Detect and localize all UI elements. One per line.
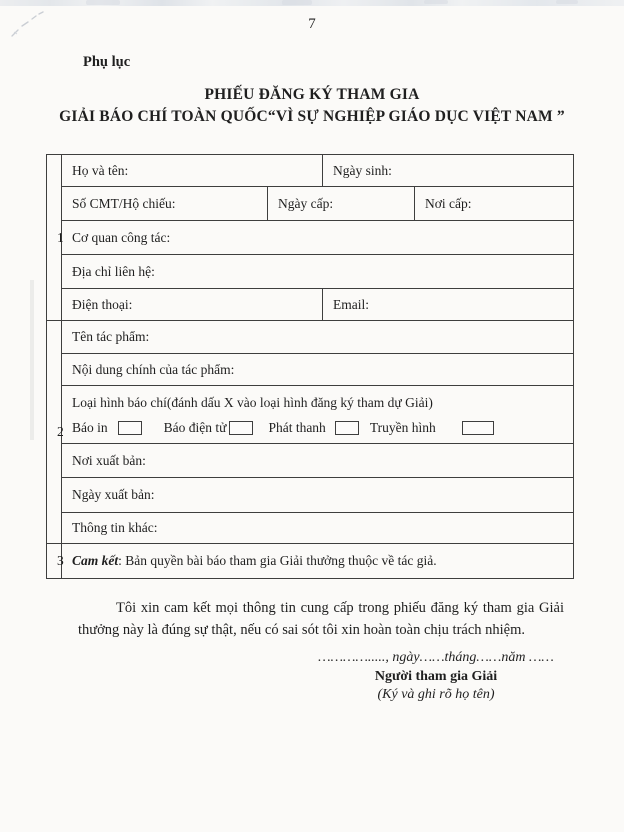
scan-smudge <box>282 0 312 5</box>
issue-place-field[interactable]: Nơi cấp: <box>415 187 574 221</box>
table-row <box>47 187 574 221</box>
email-field[interactable]: Email: <box>323 289 574 321</box>
form-title <box>0 84 624 128</box>
form-title-line1: PHIẾU ĐĂNG KÝ THAM GIA <box>204 86 420 103</box>
form-title-line2: GIẢI BÁO CHÍ TOÀN QUỐC“VÌ SỰ NGHIỆP GIÁO DỤC VIỆT NAM ” <box>59 108 565 125</box>
signature-block <box>300 649 572 704</box>
commitment-cell <box>62 544 574 579</box>
phat-thanh-checkbox[interactable] <box>335 421 359 435</box>
work-title-field[interactable]: Tên tác phẩm: <box>62 321 574 354</box>
section1-number: 1 <box>47 155 62 321</box>
commitment-label: Cam kết <box>72 553 119 568</box>
table-row <box>47 513 574 544</box>
signature-note: (Ký và ghi rõ họ tên) <box>377 687 495 702</box>
section3-number: 3 <box>47 544 62 579</box>
table-row <box>47 221 574 255</box>
registration-table <box>46 154 574 579</box>
bao-in-checkbox[interactable] <box>118 421 142 435</box>
table-row <box>47 255 574 289</box>
declaration-paragraph: Tôi xin cam kết mọi thông tin cung cấp trong phiếu đăng ký tham gia Giải thưởng này là đúng sự thật, nếu có sai sót tôi xin hoàn toàn chịu trách nhiệm. <box>78 600 564 638</box>
scan-smudge <box>424 0 448 4</box>
birth-date-field[interactable]: Ngày sinh: <box>323 155 574 187</box>
truyen-hinh-checkbox[interactable] <box>462 421 494 435</box>
workplace-field[interactable]: Cơ quan công tác: <box>62 221 574 255</box>
option-bao-in-label: Báo in <box>72 420 108 435</box>
table-row <box>47 544 574 579</box>
section2-number: 2 <box>47 321 62 544</box>
page-number: 7 <box>308 16 316 32</box>
publish-place-field[interactable]: Nơi xuất bản: <box>62 444 574 478</box>
publish-date-field[interactable]: Ngày xuất bản: <box>62 478 574 513</box>
option-bao-dien-tu-label: Báo điện tử <box>163 420 227 435</box>
signer-title: Người tham gia Giải <box>374 669 498 684</box>
table-row <box>47 289 574 321</box>
option-truyen-hinh-label: Truyền hình <box>369 420 436 435</box>
commitment-text: : Bản quyền bài báo tham gia Giải thưởng thuộc về tác giả. <box>118 553 437 568</box>
contact-address-field[interactable]: Địa chỉ liên hệ: <box>62 255 574 289</box>
full-name-field[interactable]: Họ và tên: <box>62 155 323 187</box>
phone-field[interactable]: Điện thoại: <box>62 289 323 321</box>
media-type-note: Loại hình báo chí(đánh dấu X vào loại hình đăng ký tham dự Giải) <box>72 395 433 410</box>
signature-date-line: …………....., ngày……tháng……năm …… <box>318 650 554 665</box>
table-row <box>47 321 574 354</box>
scan-smudge <box>556 0 578 4</box>
other-info-field[interactable]: Thông tin khác: <box>62 513 574 544</box>
media-type-options <box>72 420 573 436</box>
issue-date-field[interactable]: Ngày cấp: <box>268 187 415 221</box>
table-row <box>47 444 574 478</box>
work-summary-field[interactable]: Nội dung chính của tác phẩm: <box>62 354 574 386</box>
table-row <box>47 386 574 444</box>
bao-dien-tu-checkbox[interactable] <box>229 421 253 435</box>
option-phat-thanh-label: Phát thanh <box>268 420 326 435</box>
table-row <box>47 354 574 386</box>
table-row <box>47 155 574 187</box>
appendix-label: Phụ lục <box>83 54 131 70</box>
scan-edge-smudge <box>30 280 34 440</box>
media-type-cell <box>62 386 574 444</box>
table-row <box>47 478 574 513</box>
id-number-field[interactable]: Số CMT/Hộ chiếu: <box>62 187 268 221</box>
scan-smudge <box>86 0 120 5</box>
